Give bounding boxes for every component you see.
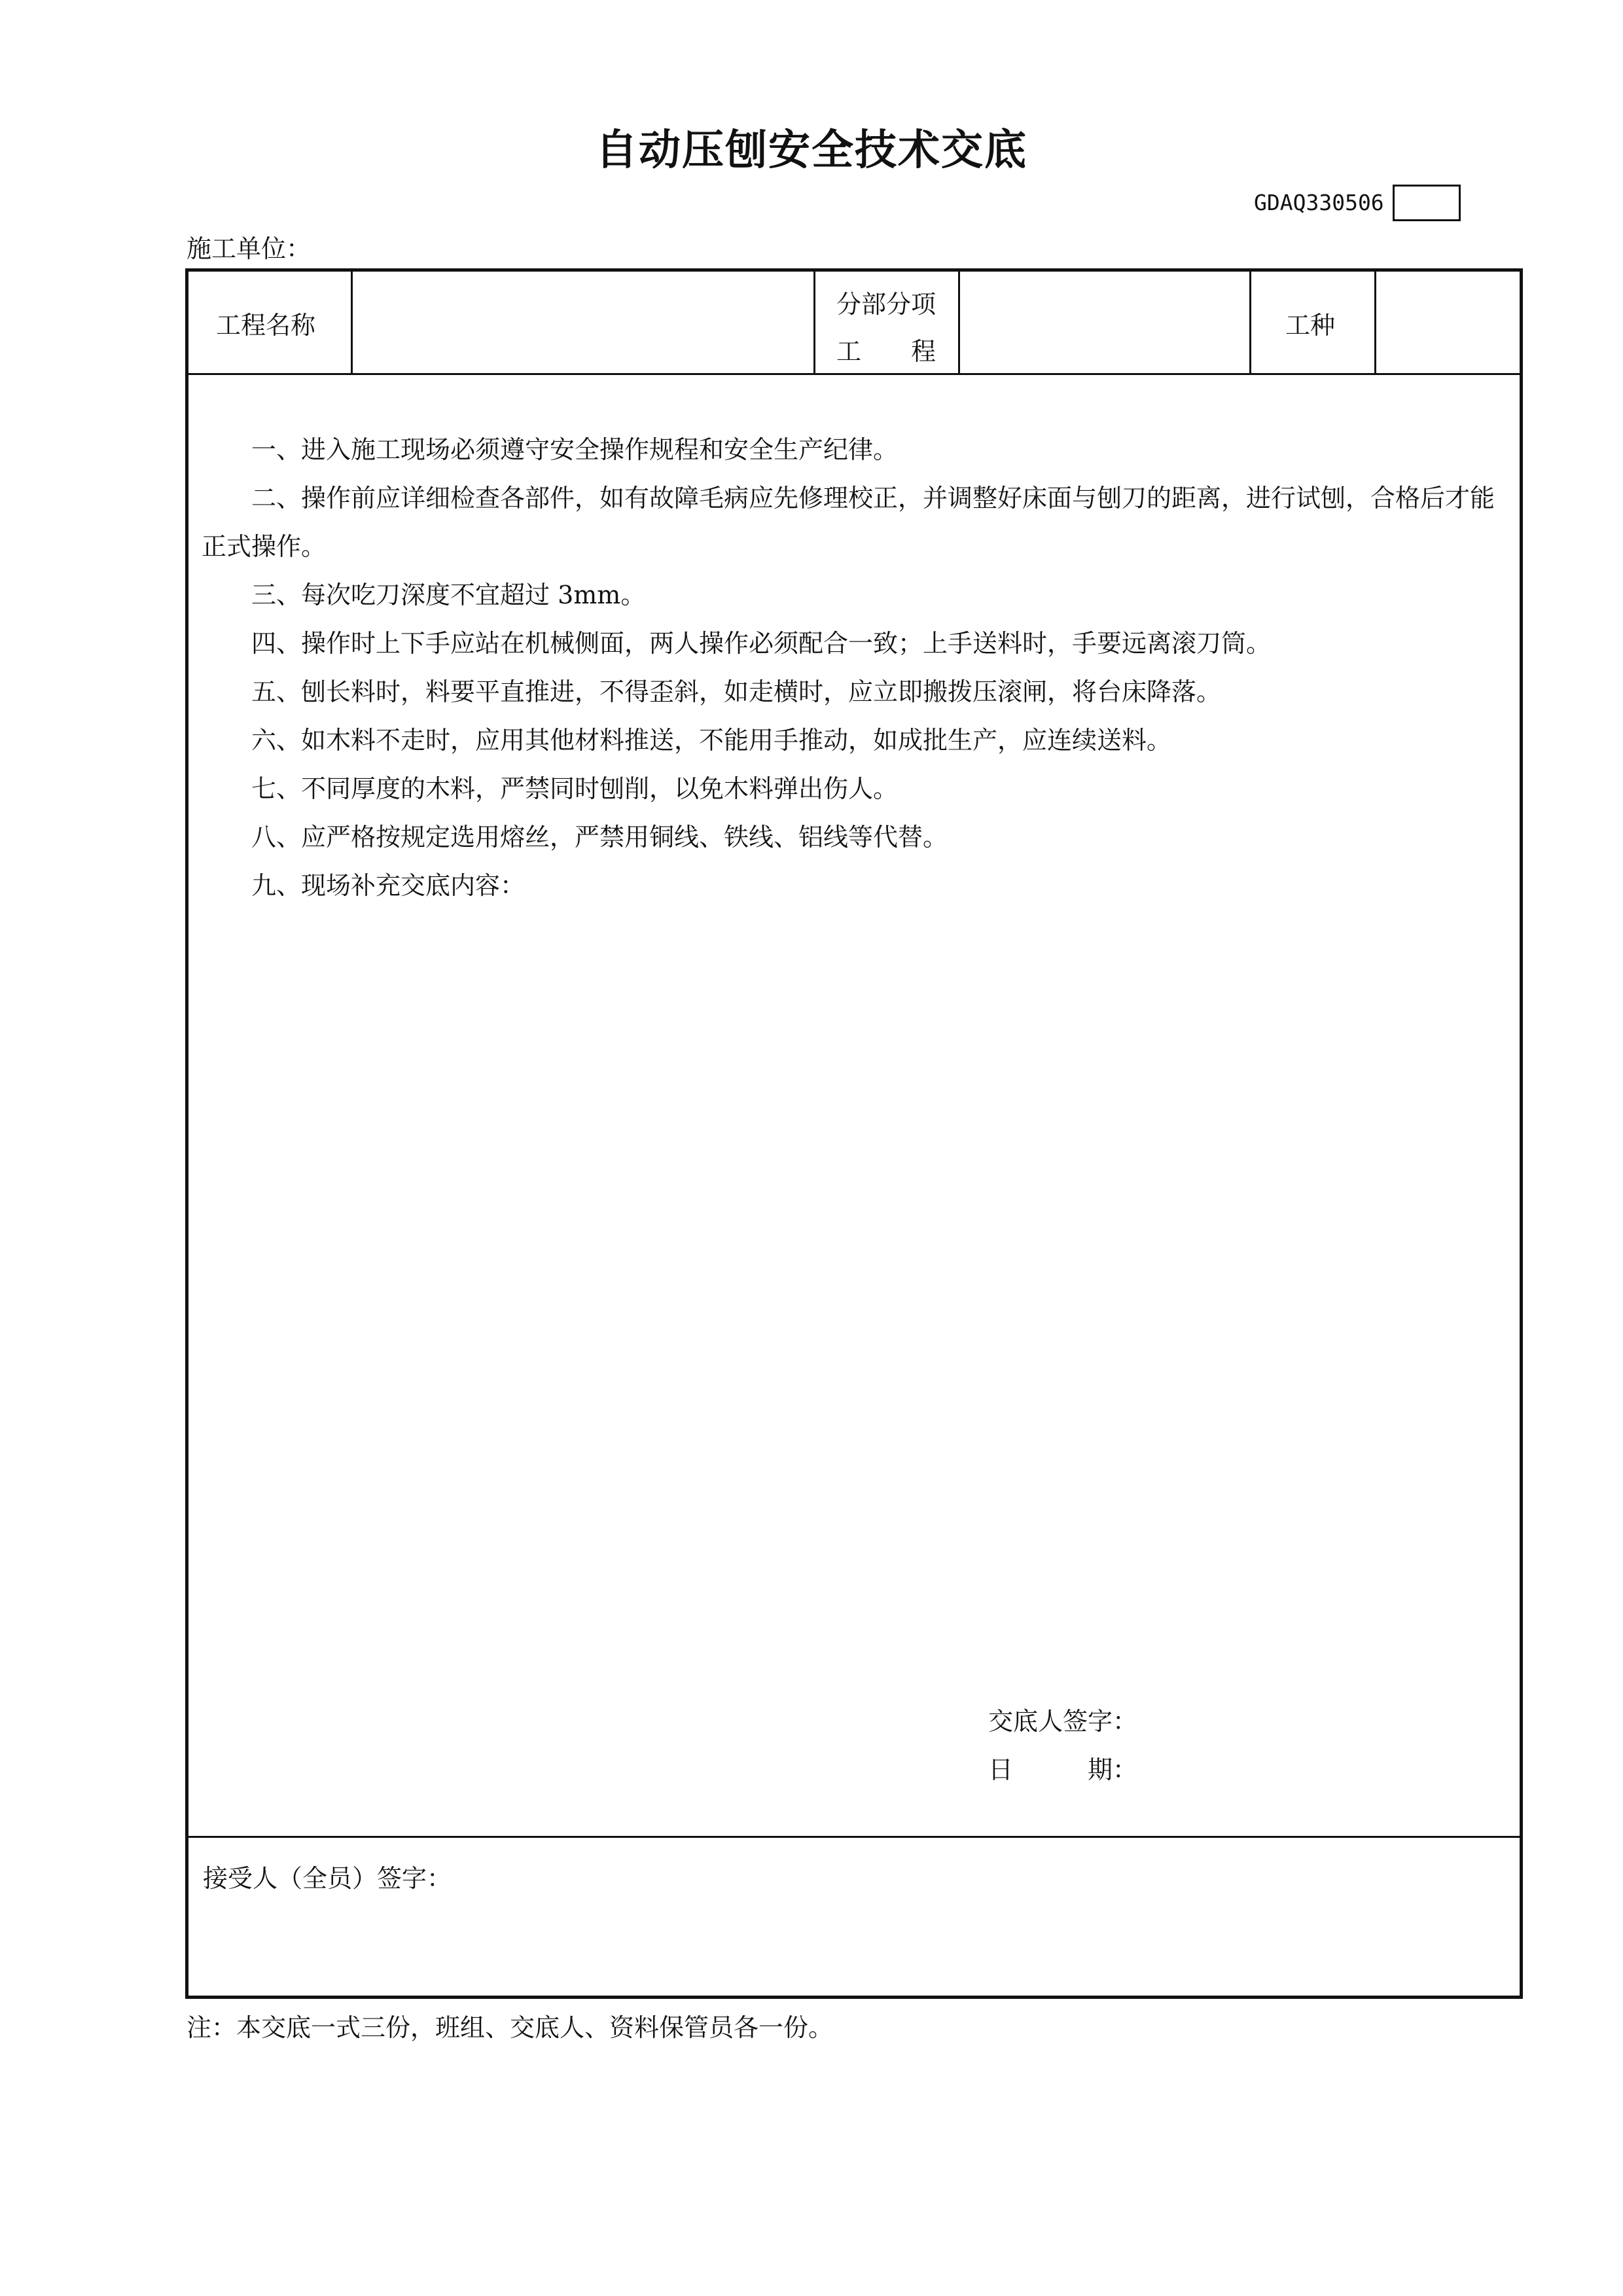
footer-note: 注：本交底一式三份，班组、交底人、资料保管员各一份。 — [187, 2013, 834, 2042]
safety-item: 二、操作前应详细检查各部件，如有故障毛病应先修理校正，并调整好床面与刨刀的距离，进行试刨，合格后才能正式操作。 — [202, 484, 1495, 561]
presenter-signature-label: 交底人签字： — [988, 1707, 1138, 1736]
safety-item: 一、进入施工现场必须遵守安全操作规程和安全生产纪律。 — [251, 435, 899, 464]
document-title: 自动压刨安全技术交底 — [596, 126, 1027, 175]
safety-items — [202, 425, 1510, 910]
sub-project-label-line1: 分部分项 — [836, 290, 936, 319]
safety-item: 四、操作时上下手应站在机械侧面，两人操作必须配合一致；上手送料时，手要远离滚刀筒。 — [251, 629, 1272, 658]
safety-item: 五、刨长料时，料要平直推进，不得歪斜，如走横时，应立即搬拨压滚闸，将台床降落。 — [251, 677, 1222, 706]
safety-item: 八、应严格按规定选用熔丝，严禁用铜线、铁线、铝线等代替。 — [251, 823, 948, 852]
divider — [1249, 272, 1251, 373]
safety-item: 六、如木料不走时，应用其他材料推送，不能用手推动，如成批生产，应连续送料。 — [251, 726, 1172, 755]
divider — [958, 272, 960, 373]
receiver-signature-field[interactable] — [188, 1838, 1520, 1996]
date-label: 日 期： — [988, 1755, 1138, 1784]
construction-unit-label: 施工单位： — [187, 234, 312, 263]
sub-project-label-line2: 工 程 — [836, 337, 936, 366]
sub-project-field[interactable] — [959, 272, 1247, 373]
trade-label: 工种 — [1285, 311, 1336, 340]
handover-form-table — [185, 268, 1523, 1999]
trade-field[interactable] — [1376, 272, 1520, 373]
divider — [813, 272, 815, 373]
code-suffix-box[interactable] — [1393, 185, 1461, 221]
receiver-signature-label: 接受人（全员）签字： — [203, 1864, 452, 1893]
safety-item: 三、每次吃刀深度不宜超过 3mm。 — [251, 581, 646, 609]
safety-item: 七、不同厚度的木料，严禁同时刨削，以免木料弹出伤人。 — [251, 774, 899, 803]
divider — [351, 272, 353, 373]
divider — [188, 373, 1520, 375]
safety-item: 九、现场补充交底内容： — [251, 871, 526, 900]
document-code: GDAQ330506 — [1254, 190, 1384, 215]
project-name-label: 工程名称 — [216, 311, 316, 340]
